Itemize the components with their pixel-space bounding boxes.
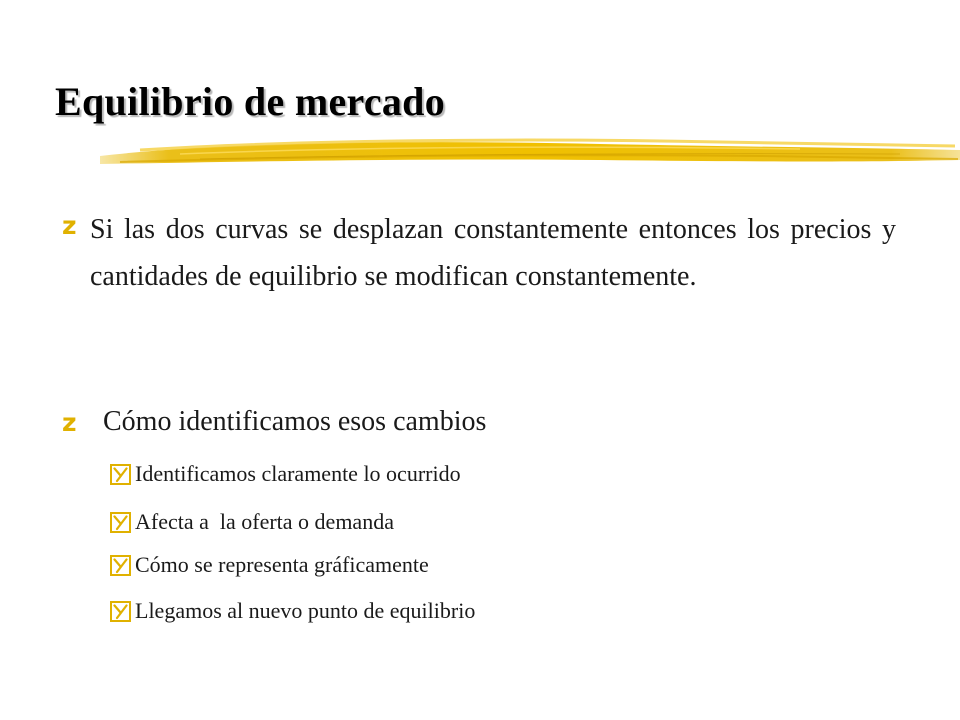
list-item bbox=[110, 507, 394, 537]
checkbox-icon bbox=[110, 555, 131, 576]
list-item bbox=[110, 596, 475, 626]
list-item bbox=[110, 459, 461, 489]
slide-title: Equilibrio de mercado bbox=[55, 79, 446, 124]
list-item-label: Identificamos claramente lo ocurrido bbox=[135, 461, 461, 486]
list-item-label: Afecta a la oferta o demanda bbox=[135, 509, 394, 534]
checkbox-icon bbox=[110, 512, 131, 533]
checkbox-icon bbox=[110, 464, 131, 485]
list-item-label: Llegamos al nuevo punto de equilibrio bbox=[135, 598, 476, 623]
bullet-heading: Cómo identificamos esos cambios bbox=[103, 406, 487, 437]
checkbox-icon bbox=[110, 601, 131, 622]
bullet-paragraph: Si las dos curvas se desplazan constantemente entonces los precios y cantidades de equilibrio se modifican constantemente. bbox=[90, 214, 896, 292]
list-item-label: Cómo se representa gráficamente bbox=[135, 552, 429, 577]
z-bullet-icon: z bbox=[62, 211, 77, 240]
z-bullet-icon: z bbox=[62, 408, 77, 437]
list-item bbox=[110, 550, 429, 580]
